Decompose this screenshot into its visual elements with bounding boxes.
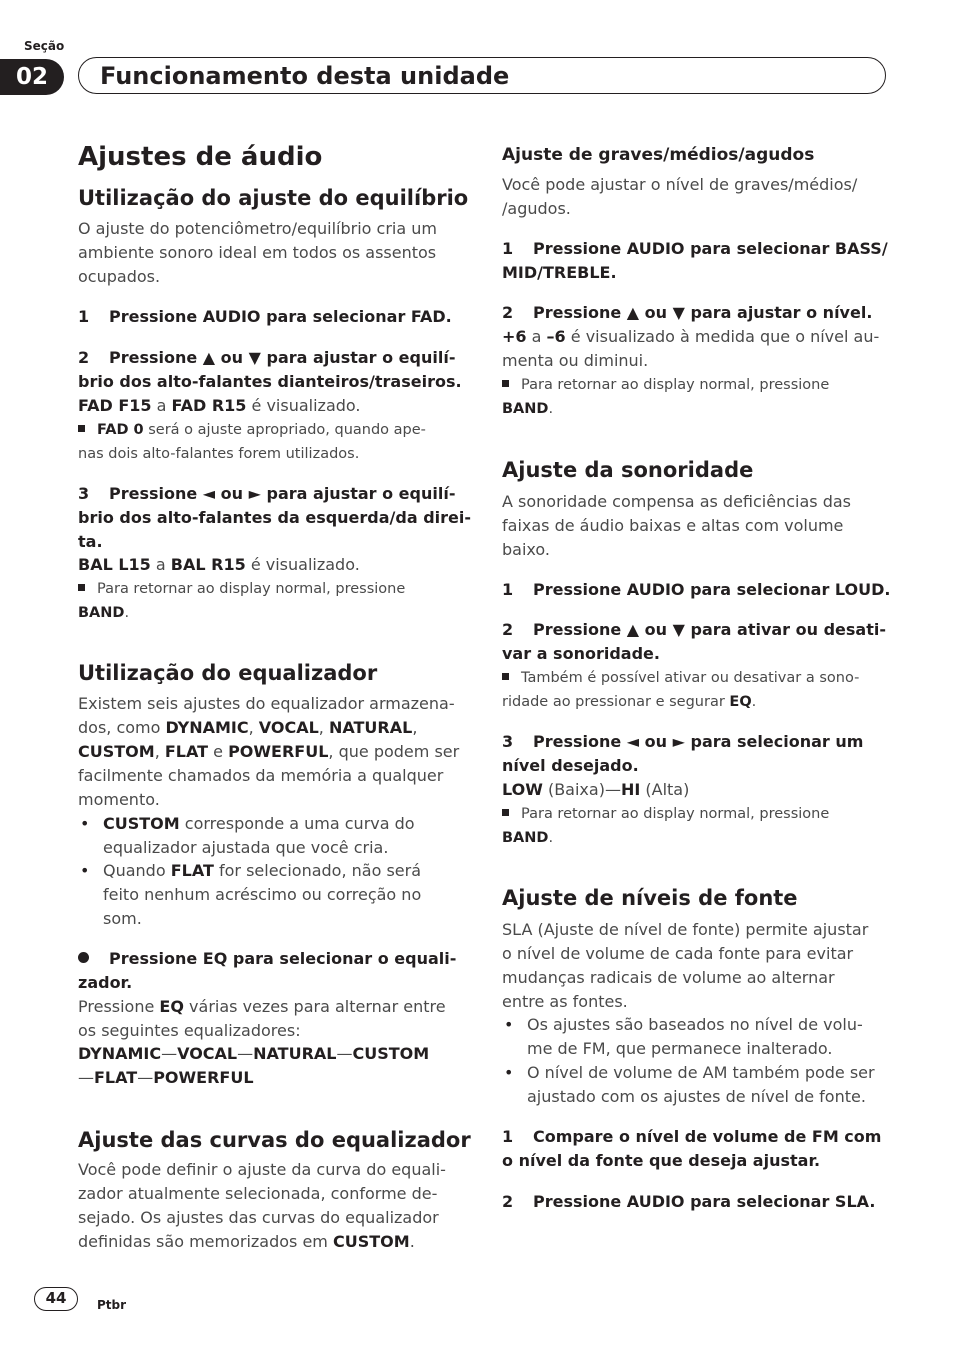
loud-step-3-result: LOW (Baixa)—HI (Alta) <box>502 780 690 799</box>
sla-bullet-am: • O nível de volume de AM também pode ser ajustado com os ajustes de nível de fonte. <box>502 1061 875 1109</box>
loud-heading: Ajuste da sonoridade <box>502 458 754 482</box>
square-bullet-icon <box>502 673 509 680</box>
sla-heading: Ajuste de níveis de fonte <box>502 886 798 910</box>
equalizer-heading: Utilização do equalizador <box>78 661 378 685</box>
curves-text: Você pode definir o ajuste da curva do equali- zador atualmente selecionada, conforme de- sejado. Os ajustes das curvas do equalizador definidas são memorizados em CUSTOM. <box>78 1160 446 1251</box>
bass-step-1: 1 Pressione AUDIO para selecionar BASS/ MID/TREBLE. <box>502 239 888 282</box>
square-bullet-icon <box>78 584 85 591</box>
balance-note-fad0: FAD 0 será o ajuste apropriado, quando ape- nas dois alto-falantes forem utilizados. <box>78 422 426 462</box>
balance-step-1: 1 Pressione AUDIO para selecionar FAD. <box>78 307 452 326</box>
sla-intro: SLA (Ajuste de nível de fonte) permite ajustar o nível de volume de cada fonte para evitar mudanças radicais de volume ao alternar entre as fontes. <box>502 920 869 1011</box>
equalizer-step: Pressione EQ para selecionar o equali- zador. <box>78 949 457 992</box>
section-label: Seção <box>24 39 65 53</box>
equalizer-press-text: Pressione EQ várias vezes para alternar entre os seguintes equalizadores: <box>78 997 446 1040</box>
language-code: Ptbr <box>97 1298 127 1312</box>
main-title: Ajustes de áudio <box>78 142 323 172</box>
loud-note-eq: Também é possível ativar ou desativar a sono- ridade ao pressionar e segurar EQ. <box>502 670 860 710</box>
sla-step-1: 1 Compare o nível de volume de FM com o nível da fonte que deseja ajustar. <box>502 1127 882 1170</box>
sla-step-2: 2 Pressione AUDIO para selecionar SLA. <box>502 1192 876 1211</box>
balance-step-2-result: FAD F15 a FAD R15 é visualizado. <box>78 396 361 415</box>
bass-step-2-result: +6 a –6 é visualizado à medida que o nível au- menta ou diminui. <box>502 327 880 370</box>
balance-step-2: 2 Pressione ▲ ou ▼ para ajustar o equilí- brio dos alto-falantes dianteiros/traseiros. <box>78 348 462 391</box>
curves-heading: Ajuste das curvas do equalizador <box>78 1128 471 1152</box>
bass-note-return: Para retornar ao display normal, pressione BAND. <box>502 377 830 417</box>
square-bullet-icon <box>502 809 509 816</box>
loud-intro: A sonoridade compensa as deficiências das faixas de áudio baixas e altas com volume baixo. <box>502 492 851 559</box>
dot-bullet-icon <box>78 952 89 963</box>
equalizer-intro: Existem seis ajustes do equalizador armazena- dos, como DYNAMIC, VOCAL, NATURAL, CUSTOM, FLAT e POWERFUL, que podem ser facilmente chamados da memória a qualquer momento. <box>78 694 460 809</box>
page-number: 44 <box>34 1287 78 1311</box>
loud-step-2: 2 Pressione ▲ ou ▼ para ativar ou desati- var a sonoridade. <box>502 620 886 663</box>
balance-step-3-result: BAL L15 a BAL R15 é visualizado. <box>78 555 360 574</box>
balance-note-return: Para retornar ao display normal, pressione BAND. <box>78 581 406 621</box>
balance-intro: O ajuste do potenciômetro/equilíbrio cria um ambiente sonoro ideal em todos os assentos ocupados. <box>78 219 437 286</box>
bass-step-2: 2 Pressione ▲ ou ▼ para ajustar o nível. <box>502 303 873 322</box>
loud-note-return: Para retornar ao display normal, pressione BAND. <box>502 806 830 846</box>
loud-step-1: 1 Pressione AUDIO para selecionar LOUD. <box>502 580 891 599</box>
square-bullet-icon <box>78 425 85 432</box>
page-header-title: Funcionamento desta unidade <box>100 62 510 90</box>
square-bullet-icon <box>502 380 509 387</box>
equalizer-sequence: DYNAMIC—VOCAL—NATURAL—CUSTOM —FLAT—POWERFUL <box>78 1044 430 1087</box>
bass-intro: Você pode ajustar o nível de graves/médios/ /agudos. <box>502 175 858 218</box>
bass-heading: Ajuste de graves/médios/agudos <box>502 145 815 165</box>
section-number-badge: 02 <box>0 59 64 95</box>
balance-step-3: 3 Pressione ◄ ou ► para ajustar o equilí- brio dos alto-falantes da esquerda/da direi- ta. <box>78 484 472 551</box>
sla-bullet-fm: • Os ajustes são baseados no nível de volu- me de FM, que permanece inalterado. <box>502 1013 863 1061</box>
equalizer-bullet-flat: • Quando FLAT for selecionado, não será feito nenhum acréscimo ou correção no som. <box>78 859 421 931</box>
loud-step-3: 3 Pressione ◄ ou ► para selecionar um nível desejado. <box>502 732 864 775</box>
balance-heading: Utilização do ajuste do equilíbrio <box>78 186 469 210</box>
equalizer-bullet-custom: • CUSTOM corresponde a uma curva do equalizador ajustada que você cria. <box>78 812 415 860</box>
